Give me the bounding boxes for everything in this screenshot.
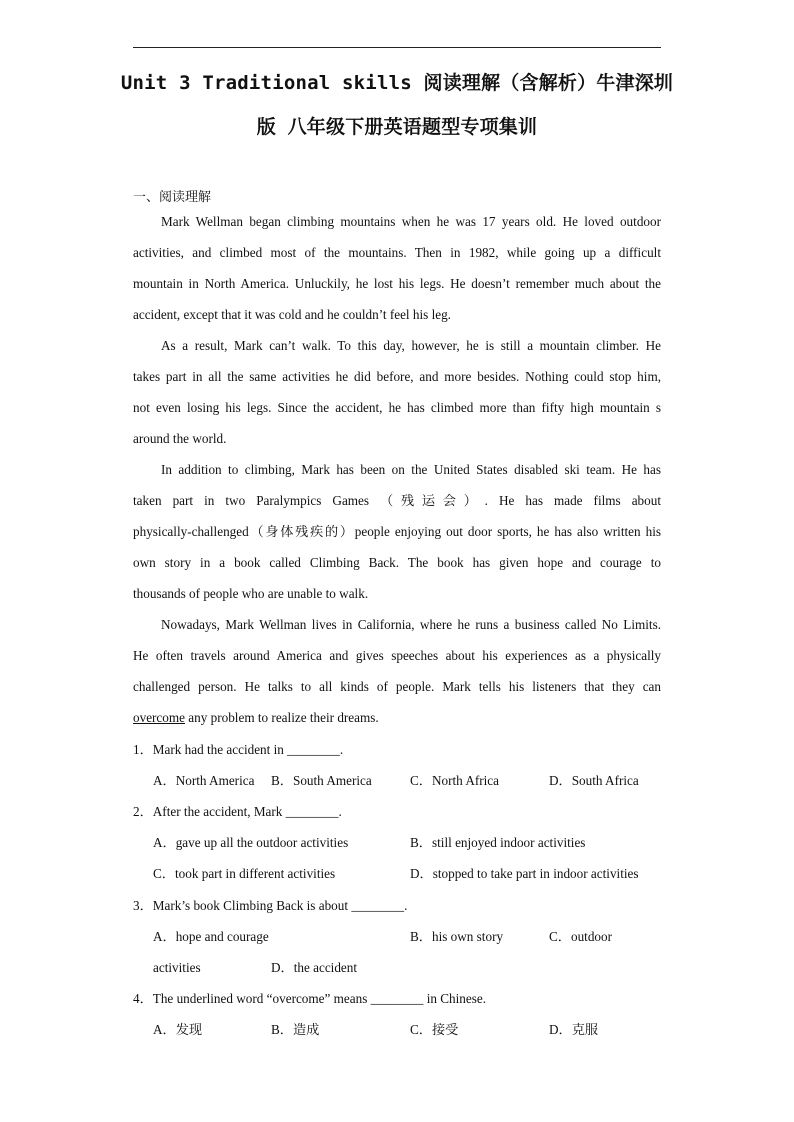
passage-line: As a result, Mark can’t walk. To this day, however, he is still a mountain climber. He xyxy=(161,338,661,353)
passage-line: not even losing his legs. Since the accident, he has climbed more than fifty high mountain s xyxy=(133,400,661,415)
passage-line: mountain in North America. Unluckily, he lost his legs. He doesn’t remember much about the xyxy=(133,276,661,291)
passage-line: takes part in all the same activities he did before, and more besides. Nothing could stop him, xyxy=(133,369,661,384)
passage-line: thousands of people who are unable to walk. xyxy=(133,586,369,601)
q3-option-c-wrap[interactable]: activities xyxy=(153,960,201,975)
q3-option-b[interactable]: B．his own story xyxy=(410,929,504,944)
passage-line: around the world. xyxy=(133,431,227,446)
passage-line: Mark Wellman began climbing mountains when he was 17 years old. He loved outdoor xyxy=(161,214,661,229)
question-1-stem: 1．Mark had the accident in ________. xyxy=(133,742,344,757)
page-title-line-1: Unit 3 Traditional skills 阅读理解（含解析）牛津深圳 xyxy=(120,72,674,94)
passage-line: Nowadays, Mark Wellman lives in California, where he runs a business called No Limits. xyxy=(161,617,661,632)
q3-option-d[interactable]: D．the accident xyxy=(271,960,358,975)
passage-line: own story in a book called Climbing Back. The book has given hope and courage to xyxy=(133,555,661,570)
q2-option-c[interactable]: C．took part in different activities xyxy=(153,866,336,881)
question-3-stem: 3．Mark’s book Climbing Back is about ________. xyxy=(133,898,408,913)
question-2-stem: 2．After the accident, Mark ________. xyxy=(133,804,342,819)
passage-line: In addition to climbing, Mark has been on the United States disabled ski team. He has xyxy=(161,462,661,477)
passage-line: taken part in two Paralympics Games （残运会）. He has made films about xyxy=(133,493,661,508)
passage-line: accident, except that it was cold and he couldn’t feel his leg. xyxy=(133,307,451,322)
passage-line-last xyxy=(133,709,661,727)
q3-option-a[interactable]: A．hope and courage xyxy=(153,929,269,944)
q1-option-c[interactable]: C．North Africa xyxy=(410,773,499,788)
q1-option-a[interactable]: A．North America xyxy=(153,773,255,788)
question-4-stem: 4．The underlined word “overcome” means ________ in Chinese. xyxy=(133,991,487,1006)
q4-option-b[interactable]: B．造成 xyxy=(271,1022,320,1037)
q1-option-d[interactable]: D．South Africa xyxy=(549,773,639,788)
q1-option-b[interactable]: B．South America xyxy=(271,773,372,788)
passage-line: challenged person. He talks to all kinds of people. Mark tells his listeners that they can xyxy=(133,679,661,694)
section-heading: 一、阅读理解 xyxy=(133,190,212,205)
passage-line: physically-challenged（身体残疾的）people enjoying out door sports, he has also written his xyxy=(133,524,661,539)
q2-option-a[interactable]: A．gave up all the outdoor activities xyxy=(153,835,349,850)
page-title-line-2: 版 八年级下册英语题型专项集训 xyxy=(256,116,538,138)
q4-option-c[interactable]: C．接受 xyxy=(410,1022,459,1037)
q4-option-d[interactable]: D．克服 xyxy=(549,1022,599,1037)
q4-option-a[interactable]: A．发现 xyxy=(153,1022,203,1037)
passage-line: activities, and climbed most of the mountains. Then in 1982, while going up a difficult xyxy=(133,245,661,260)
q2-option-b[interactable]: B．still enjoyed indoor activities xyxy=(410,835,586,850)
passage-line-rest: any problem to realize their dreams. xyxy=(185,710,379,725)
passage-line: He often travels around America and gives speeches about his experiences as a physically xyxy=(133,648,661,663)
q3-option-c[interactable]: C．outdoor xyxy=(549,929,613,944)
underlined-word: overcome xyxy=(133,710,185,725)
q2-option-d[interactable]: D．stopped to take part in indoor activities xyxy=(410,866,639,881)
header-rule xyxy=(133,47,661,48)
